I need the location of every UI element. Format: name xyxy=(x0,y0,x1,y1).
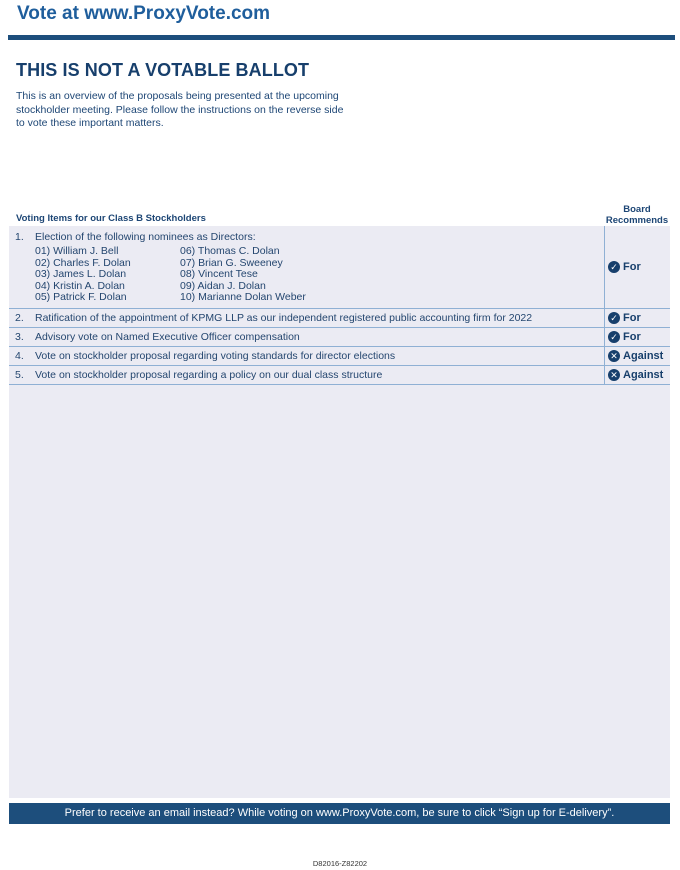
x-icon: ✕ xyxy=(608,350,620,362)
item-text: Election of the following nominees as Directors: xyxy=(35,231,256,243)
item-text: Vote on stockholder proposal regarding voting standards for director elections xyxy=(35,350,396,362)
item-text: Vote on stockholder proposal regarding a policy on our dual class structure xyxy=(35,369,383,381)
item-text: Advisory vote on Named Executive Officer compensation xyxy=(35,331,300,343)
board-recommendation xyxy=(604,366,670,384)
intro-paragraph: This is an overview of the proposals being presented at the upcoming stockholder meeting. Please follow the instructions on the reverse side to vote these important matters. xyxy=(16,90,344,129)
voting-items-label: Voting Items for our Class B Stockholders xyxy=(16,213,206,224)
nominee: 04) Kristin A. Dolan xyxy=(35,279,125,292)
board-recommendation xyxy=(604,309,670,327)
board-header-line2: Recommends xyxy=(605,214,669,226)
nominee: 02) Charles F. Dolan xyxy=(35,256,131,269)
check-icon: ✓ xyxy=(608,331,620,343)
recommendation-label: For xyxy=(623,331,641,343)
nominee: 10) Marianne Dolan Weber xyxy=(180,291,306,303)
item-number: 5. xyxy=(15,369,24,381)
check-icon: ✓ xyxy=(608,261,620,273)
board-recommendation xyxy=(604,328,670,346)
board-recommendation xyxy=(604,226,670,308)
voting-item-5 xyxy=(9,366,670,385)
voting-item-2 xyxy=(9,309,670,328)
vote-url-title: Vote at www.ProxyVote.com xyxy=(17,3,271,24)
recommendation-label: Against xyxy=(623,369,664,381)
recommendation-label: Against xyxy=(623,350,664,362)
item-number: 3. xyxy=(15,331,24,343)
edelivery-banner: Prefer to receive an email instead? While voting on www.ProxyVote.com, be sure to click “Sign up for E-delivery”. xyxy=(9,803,670,824)
voting-item-4 xyxy=(9,347,670,366)
nominee: 05) Patrick F. Dolan xyxy=(35,291,127,303)
item-number: 1. xyxy=(15,231,24,243)
nominee: 08) Vincent Tese xyxy=(180,268,258,280)
header-divider xyxy=(8,35,675,40)
item-text: Ratification of the appointment of KPMG LLP as our independent registered public accounting firm for 2022 xyxy=(35,312,533,324)
check-icon: ✓ xyxy=(608,312,620,324)
nominee: 09) Aidan J. Dolan xyxy=(180,279,266,292)
page-title: THIS IS NOT A VOTABLE BALLOT xyxy=(16,60,310,80)
board-recommendation xyxy=(604,347,670,365)
nominee-list xyxy=(35,246,340,304)
recommendation-label: For xyxy=(623,261,641,273)
board-recommends-header xyxy=(604,205,670,226)
board-header-line1: Board xyxy=(623,204,651,215)
x-icon: ✕ xyxy=(608,369,620,381)
nominee: 03) James L. Dolan xyxy=(35,268,127,280)
voting-item-3 xyxy=(9,328,670,347)
voting-item-1 xyxy=(9,226,670,309)
item-number: 2. xyxy=(15,312,24,324)
item-number: 4. xyxy=(15,350,24,362)
nominee: 07) Brian G. Sweeney xyxy=(180,256,283,269)
nominee: 06) Thomas C. Dolan xyxy=(180,245,280,257)
document-code: D82016-Z82202 xyxy=(312,859,368,868)
recommendation-label: For xyxy=(623,312,641,324)
nominee: 01) William J. Bell xyxy=(35,245,119,257)
